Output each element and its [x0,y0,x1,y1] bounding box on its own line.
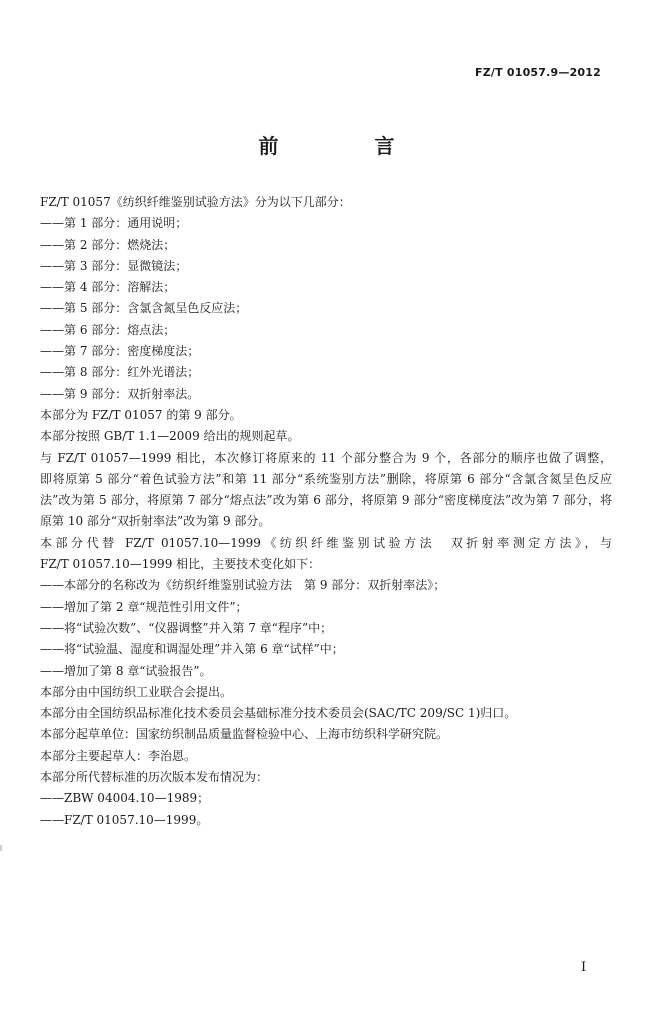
list-item: ——增加了第 8 章“试验报告”。 [40,663,212,678]
paragraph: 本部分主要起草人：李治恩。 [40,748,197,763]
paragraph: 本部分起草单位：国家纺织制品质量监督检验中心、上海市纺织科学研究院。 [40,727,449,742]
page-title: 前 言 [258,134,433,158]
list-item: ——第 5 部分：含氯含氮呈色反应法； [40,301,248,316]
list-item: ——将“试验温、湿度和调湿处理”并入第 6 章“试样”中； [40,642,344,657]
foreword-body [40,192,612,831]
standard-code: FZ/T 01057.9—2012 [475,66,601,79]
page-number: I [581,960,587,975]
list-item: ——增加了第 2 章“规范性引用文件”； [40,599,248,614]
list-item: ——第 9 部分：双折射率法。 [40,386,200,401]
list-item: ——FZ/T 01057.10—1999。 [40,812,209,827]
scan-mark [0,845,2,851]
paragraph: 本部分代替 FZ/T 01057.10—1999《纺织纤维鉴别试验方法 双折射率测定方法》，与 [40,535,612,550]
list-item: ——第 6 部分：熔点法； [40,322,176,337]
list-item: ——将“试验次数”、“仪器调整”并入第 7 章“程序”中； [40,620,333,635]
paragraph: FZ/T 01057.10—1999 相比，主要技术变化如下： [40,557,321,572]
paragraph: 本部分由中国纺织工业联合会提出。 [40,684,233,699]
list-item: ——ZBW 04004.10—1989； [40,791,210,806]
list-item: ——第 7 部分：密度梯度法； [40,344,200,359]
list-item: ——第 8 部分：红外光谱法； [40,365,200,380]
paragraph: 本部分按照 GB/T 1.1—2009 给出的规则起草。 [40,429,300,444]
paragraph: FZ/T 01057《纺织纤维鉴别试验方法》分为以下几部分： [40,195,351,209]
list-item: ——第 1 部分：通用说明； [40,216,188,231]
paragraph: 本部分由全国纺织品标准化技术委员会基础标准分技术委员会(SAC/TC 209/SC 1)归口。 [40,706,517,721]
paragraph: 即将原第 5 部分“着色试验方法”和第 11 部分“系统鉴别方法”删除，将原第 6 部分“含氯含氮呈色反应 [40,471,612,486]
paragraph: 本部分为 FZ/T 01057 的第 9 部分。 [40,407,242,422]
paragraph: 法”改为第 5 部分，将原第 7 部分“熔点法”改为第 6 部分，将原第 9 部分“密度梯度法”改为第 7 部分，将 [40,493,612,508]
paragraph: 与 FZ/T 01057—1999 相比，本次修订将原来的 11 个部分整合为 9 个，各部分的顺序也做了调整， [40,450,612,465]
list-item: ——第 3 部分：显微镜法； [40,258,188,273]
paragraph: 原第 10 部分“双折射率法”改为第 9 部分。 [40,514,271,529]
list-item: ——第 4 部分：溶解法； [40,280,176,295]
list-item: ——本部分的名称改为《纺织纤维鉴别试验方法 第 9 部分：双折射率法》； [40,578,446,593]
paragraph: 本部分所代替标准的历次版本发布情况为： [40,770,269,785]
list-item: ——第 2 部分：燃烧法； [40,237,176,252]
